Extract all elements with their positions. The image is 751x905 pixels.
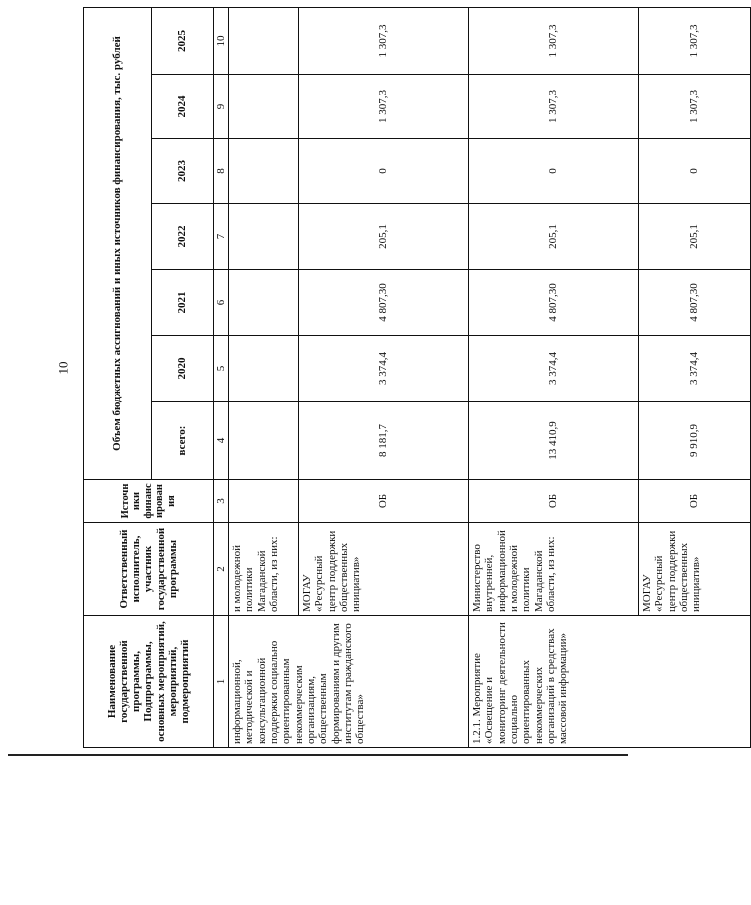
- value-cell: 1 307,3: [469, 75, 639, 139]
- header-row: [84, 7, 152, 747]
- year-2022-header: 2022: [152, 204, 214, 270]
- source-cell: ОБ: [469, 480, 639, 523]
- value-cell: 205,1: [639, 204, 751, 270]
- value-cell: 1 307,3: [639, 7, 751, 74]
- source-column-header: Источники финансирования: [84, 480, 214, 523]
- year-2020-header: 2020: [152, 336, 214, 402]
- column-number: 7: [214, 204, 229, 270]
- program-name-cell: информационной, методической и консультационной поддержки социально ориентированным некоммерческим организациям, общественным формированиям и другим институтам гражданского общества»: [229, 616, 469, 748]
- value-cell: [229, 204, 299, 270]
- column-number: 3: [214, 480, 229, 523]
- year-2025-header: 2025: [152, 7, 214, 74]
- program-name-cell: 1.2.1. Мероприятие «Освещение и мониторинг деятельности социально ориентированных некоммерческих организаций в средствах массовой информации»: [469, 616, 751, 748]
- year-2023-header: 2023: [152, 139, 214, 204]
- total-cell: 13 410,9: [469, 402, 639, 480]
- responsible-cell: Министерство внутренней, информационной и молодежной политики Магаданской области, из них:: [469, 523, 639, 616]
- value-cell: 1 307,3: [299, 7, 469, 74]
- table-row: [469, 7, 639, 747]
- column-number: 1: [214, 616, 229, 748]
- column-number: 8: [214, 139, 229, 204]
- source-cell: ОБ: [299, 480, 469, 523]
- name-column-header: Наименование государственной программы, Подпрограммы, основных мероприятий, мероприятий, подмероприятий: [84, 616, 214, 748]
- rotated-financing-table: [83, 8, 703, 748]
- total-cell: 8 181,7: [299, 402, 469, 480]
- value-cell: 4 807,30: [299, 270, 469, 336]
- bottom-rule: [8, 754, 628, 756]
- value-cell: [229, 270, 299, 336]
- value-cell: [229, 336, 299, 402]
- column-number: 9: [214, 75, 229, 139]
- value-cell: 1 307,3: [469, 7, 639, 74]
- column-number: 2: [214, 523, 229, 616]
- value-cell: 0: [639, 139, 751, 204]
- total-column-header: всего:: [152, 402, 214, 480]
- page-number: 10: [55, 361, 71, 375]
- responsible-cell: МОГАУ «Ресурсный центр поддержки общественных инициатив»: [299, 523, 469, 616]
- value-cell: 0: [299, 139, 469, 204]
- value-cell: 3 374,4: [639, 336, 751, 402]
- responsible-cell: и молодежной политики Магаданской области, из них:: [229, 523, 299, 616]
- value-cell: 0: [469, 139, 639, 204]
- total-cell: 9 910,9: [639, 402, 751, 480]
- value-cell: 1 307,3: [639, 75, 751, 139]
- value-cell: [229, 75, 299, 139]
- value-cell: [229, 7, 299, 74]
- value-cell: 4 807,30: [469, 270, 639, 336]
- column-number: 10: [214, 7, 229, 74]
- column-number: 6: [214, 270, 229, 336]
- value-cell: [229, 139, 299, 204]
- year-2024-header: 2024: [152, 75, 214, 139]
- column-number: 5: [214, 336, 229, 402]
- value-cell: 3 374,4: [299, 336, 469, 402]
- source-cell: ОБ: [639, 480, 751, 523]
- value-cell: 205,1: [469, 204, 639, 270]
- column-number: 4: [214, 402, 229, 480]
- budget-header: Объем бюджетных ассигнований и иных источников финансирования, тыс. рублей: [84, 7, 152, 479]
- value-cell: 3 374,4: [469, 336, 639, 402]
- total-cell: [229, 402, 299, 480]
- value-cell: 1 307,3: [299, 75, 469, 139]
- source-cell: [229, 480, 299, 523]
- column-number-row: [214, 7, 229, 747]
- table-row: [229, 7, 299, 747]
- financing-table: [83, 7, 751, 748]
- responsible-cell: МОГАУ «Ресурсный центр поддержки общественных инициатив»: [639, 523, 751, 616]
- responsible-column-header: Ответственный исполнитель, участник государственной программы: [84, 523, 214, 616]
- value-cell: 4 807,30: [639, 270, 751, 336]
- value-cell: 205,1: [299, 204, 469, 270]
- year-2021-header: 2021: [152, 270, 214, 336]
